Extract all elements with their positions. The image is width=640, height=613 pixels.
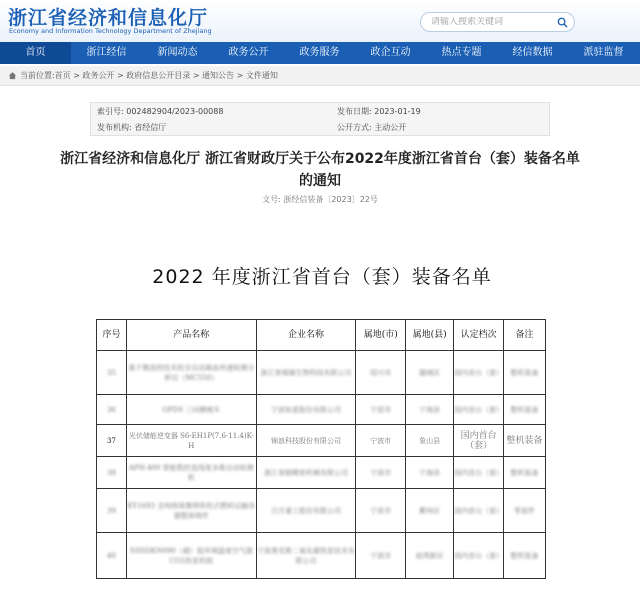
nav-news[interactable]: 新闻动态: [157, 47, 198, 58]
cell-company: 宁波奥克斯二氧化碳热泵技术有限公司: [256, 533, 356, 579]
meta-publisher: 发布机构: 省经信厅: [97, 123, 167, 132]
site-subtitle: Economy and Information Technology Department of Zhejiang: [9, 27, 212, 35]
cell-city: 宁波市: [356, 489, 406, 533]
cell-county: 宁海县: [406, 395, 454, 425]
cell-company: 锦浪科技股份有限公司: [256, 425, 356, 457]
nav-supervision[interactable]: 派驻监督: [583, 47, 624, 58]
table-row: [97, 489, 546, 533]
table-row: [97, 533, 546, 579]
cell-no: 35: [97, 351, 127, 395]
cell-county: 鄞州区: [406, 489, 454, 533]
nav-zhejiang-jingxin[interactable]: 浙江经信: [86, 47, 127, 58]
cell-note: 整机装备: [504, 457, 546, 489]
search-icon[interactable]: [557, 17, 568, 28]
nav-data[interactable]: 经信数据: [512, 47, 553, 58]
cell-no: 36: [97, 395, 127, 425]
cell-product: KY1693 全吨级球墨铸铁柱式燃料运输容器整体铸件: [126, 489, 256, 533]
table-row: [97, 351, 546, 395]
table-header-row: [97, 320, 546, 351]
cell-level: 国内首台（套）: [454, 457, 504, 489]
cell-product: 光伏储能逆变器 S6-EH1P(7.6-11.4)K-H: [126, 425, 256, 457]
header-city: 属地(市): [356, 320, 406, 351]
nav-topics[interactable]: 热点专题: [441, 47, 482, 58]
cell-level: 国内首台（套）: [454, 489, 504, 533]
cell-county: 前湾新区: [406, 533, 454, 579]
table-row: [97, 395, 546, 425]
home-icon: [8, 71, 17, 80]
cell-county: 越城区: [406, 351, 454, 395]
nav-gov-disclosure[interactable]: 政务公开: [228, 47, 269, 58]
cell-city: 宁波市: [356, 425, 406, 457]
cell-city: 宁波市: [356, 395, 406, 425]
table-row: [97, 457, 546, 489]
equipment-list-image: [80, 238, 564, 610]
cell-company: 浙江普瑞凝生物科技有限公司: [256, 351, 356, 395]
list-title: 2022 年度浙江省首台（套）装备名单: [152, 266, 492, 288]
cell-no: 38: [97, 457, 127, 489]
cell-company: 浙江易锻精密机械有限公司: [256, 457, 356, 489]
breadcrumb: [0, 66, 640, 86]
cell-note: 整机装备: [504, 351, 546, 395]
cell-note: 整机装备: [504, 533, 546, 579]
breadcrumb-text[interactable]: 当前位置:首页 > 政务公开 > 政府信息公开目录 > 通知公告 > 文件通知: [20, 71, 278, 80]
cell-level: 国内首台（套）: [454, 351, 504, 395]
nav-home[interactable]: 首页: [0, 42, 71, 64]
cell-company: 日月重工股份有限公司: [256, 489, 356, 533]
cell-note: 零部件: [504, 489, 546, 533]
meta-publish-date: 发布日期: 2023-01-19: [337, 107, 421, 116]
cell-no: 37: [97, 425, 127, 457]
site-header: [0, 0, 640, 42]
article-title: 浙江省经济和信息化厅 浙江省财政厅关于公布2022年度浙江省首台（套）装备名单的通知: [60, 151, 580, 189]
cell-no: 40: [97, 533, 127, 579]
cell-county: 象山县: [406, 425, 454, 457]
header-product: 产品名称: [126, 320, 256, 351]
cell-product: OPDS 三向精梳车: [126, 395, 256, 425]
main-nav: [0, 42, 640, 64]
cell-product: NSSDKN090（超）低环境温度空气源CO2热泵机组: [126, 533, 256, 579]
site-title[interactable]: 浙江省经济和信息化厅: [8, 7, 209, 29]
nav-gov-service[interactable]: 政务服务: [299, 47, 340, 58]
cell-note: 整机装备: [504, 425, 546, 457]
nav-interaction[interactable]: 政企互动: [370, 47, 411, 58]
header-no: 序号: [97, 320, 127, 351]
meta-disclosure: 公开方式: 主动公开: [337, 123, 407, 132]
cell-note: 整机装备: [504, 395, 546, 425]
meta-index-no: 索引号: 002482904/2023-00088: [97, 107, 224, 116]
cell-level: 国内首台（套）: [454, 395, 504, 425]
header-note: 备注: [504, 320, 546, 351]
cell-product: 基于微流控技术的全自动凝血快速检测分析仪（MC550）: [126, 351, 256, 395]
cell-level: 国内首台（套）: [454, 425, 504, 457]
header-company: 企业名称: [256, 320, 356, 351]
table-row-highlighted: [97, 425, 546, 457]
document-meta: [90, 102, 550, 136]
cell-city: 宁波市: [356, 457, 406, 489]
cell-company: 宁波如意股份有限公司: [256, 395, 356, 425]
cell-city: 宁波市: [356, 533, 406, 579]
header-county: 属地(县): [406, 320, 454, 351]
search-input[interactable]: [421, 17, 551, 27]
document-number: 文号: 浙经信装备〔2023〕22号: [262, 195, 378, 204]
cell-city: 绍兴市: [356, 351, 406, 395]
search-box: [420, 12, 575, 32]
cell-product: APH-400 智能数控直线度多维自动检测机: [126, 457, 256, 489]
equipment-table: [96, 319, 546, 579]
cell-level: 国内首台（套）: [454, 533, 504, 579]
header-level: 认定档次: [454, 320, 504, 351]
cell-no: 39: [97, 489, 127, 533]
cell-county: 宁海县: [406, 457, 454, 489]
